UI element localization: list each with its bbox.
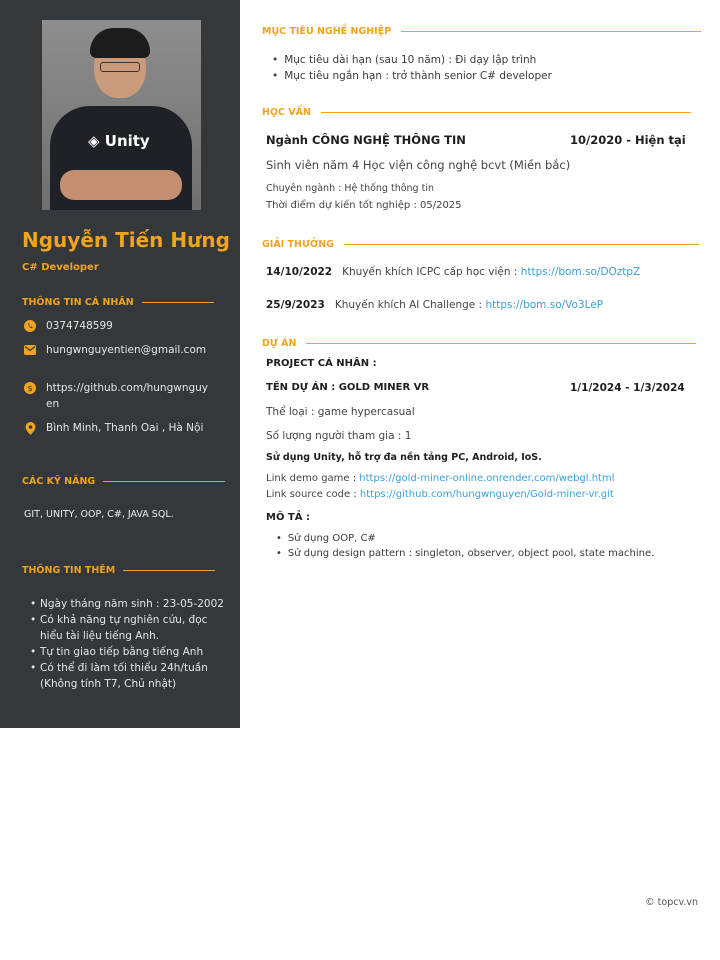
source-label: Link source code : — [266, 489, 360, 500]
github-link[interactable]: https://github.com/hungwnguyen — [46, 382, 209, 410]
skills-list: GIT, UNITY, OOP, C#, JAVA SQL. — [24, 509, 174, 520]
profile-photo — [42, 20, 201, 210]
candidate-name: Nguyễn Tiến Hưng — [22, 228, 230, 252]
education-graduation: Thời điểm dự kiến tốt nghiệp : 05/2025 — [266, 200, 462, 211]
award-link[interactable]: https://bom.so/Vo3LeP — [485, 299, 604, 311]
phone-icon — [24, 320, 36, 332]
project-description-heading: MÔ TẢ : — [266, 512, 310, 523]
list-item: • Sử dụng design pattern : singleton, observer, object pool, state machine. — [276, 548, 654, 559]
objective-short-term: • Mục tiêu ngắn hạn : trở thành senior C# developer — [272, 70, 552, 82]
project-tech: Sử dụng Unity, hỗ trợ đa nền tảng PC, Android, IoS. — [266, 452, 542, 463]
svg-text:$: $ — [27, 384, 33, 393]
project-period: 1/1/2024 - 1/3/2024 — [570, 382, 685, 394]
award-item — [266, 299, 603, 311]
award-text: Khuyến khích AI Challenge : — [334, 299, 486, 311]
list-item: • Ngày tháng năm sinh : 23-05-2002 — [30, 596, 226, 612]
contact-location — [24, 420, 214, 436]
award-link[interactable]: https://bom.so/DOztpZ — [520, 266, 641, 278]
github-icon — [24, 382, 36, 394]
education-specialization: Chuyên ngành : Hệ thống thông tin — [266, 183, 434, 194]
project-demo — [266, 473, 615, 484]
education-period: 10/2020 - Hiện tại — [570, 133, 686, 147]
source-link[interactable]: https://github.com/hungwnguyen/Gold-miner-vr.git — [359, 489, 614, 500]
extra-info-heading: THÔNG TIN THÊM — [22, 565, 215, 576]
list-item: • Tự tin giao tiếp bằng tiếng Anh — [30, 644, 226, 660]
location-text: Bình Minh, Thanh Oai , Hà Nội — [46, 422, 204, 434]
demo-link[interactable]: https://gold-miner-online.onrender.com/webgl.html — [359, 473, 615, 484]
email-address[interactable]: hungwnguyentien@gmail.com — [46, 344, 207, 356]
list-item: • Có thể đi làm tối thiểu 24h/tuần (Không tính T7, Chủ nhật) — [30, 660, 226, 692]
sidebar — [0, 0, 240, 728]
contact-email — [24, 342, 214, 358]
location-icon — [24, 422, 36, 434]
objective-long-term: • Mục tiêu dài hạn (sau 10 năm) : Đi dạy lập trình — [272, 54, 536, 66]
award-item — [266, 266, 640, 278]
unity-logo: ◈ Unity — [88, 132, 150, 150]
contact-github — [24, 380, 214, 412]
extra-info-list — [30, 596, 226, 692]
award-text: Khuyến khích ICPC cấp học viện : — [342, 266, 521, 278]
project-source — [266, 489, 614, 500]
phone-number: 0374748599 — [46, 320, 113, 332]
personal-info-heading: THÔNG TIN CÁ NHÂN — [22, 297, 214, 308]
project-genre: Thể loại : game hypercasual — [266, 406, 415, 418]
projects-heading: DỰ ÁN — [262, 338, 696, 349]
awards-heading: GIẢI THƯỞNG — [262, 239, 699, 250]
contact-phone — [24, 318, 214, 334]
objective-heading: MỤC TIÊU NGHỀ NGHIỆP — [262, 26, 701, 37]
award-date: 14/10/2022 — [266, 266, 333, 278]
education-school: Sinh viên năm 4 Học viện công nghệ bcvt (Miền bắc) — [266, 158, 571, 172]
project-name: TÊN DỰ ÁN : GOLD MINER VR — [266, 382, 430, 393]
email-icon — [24, 344, 36, 356]
project-members: Số lượng người tham gia : 1 — [266, 430, 412, 442]
education-major: Ngành CÔNG NGHỆ THÔNG TIN — [266, 133, 466, 147]
education-heading: HỌC VẤN — [262, 107, 691, 118]
skills-heading: CÁC KỸ NĂNG — [22, 476, 225, 487]
candidate-role: C# Developer — [22, 262, 99, 273]
list-item: • Có khả năng tự nghiên cứu, đọc hiểu tài liệu tiếng Anh. — [30, 612, 226, 644]
project-group: PROJECT CÁ NHÂN : — [266, 358, 377, 369]
award-date: 25/9/2023 — [266, 299, 325, 311]
demo-label: Link demo game : — [266, 473, 360, 484]
footer-brand[interactable]: © topcv.vn — [645, 897, 698, 908]
list-item: • Sử dụng OOP, C# — [276, 533, 376, 544]
